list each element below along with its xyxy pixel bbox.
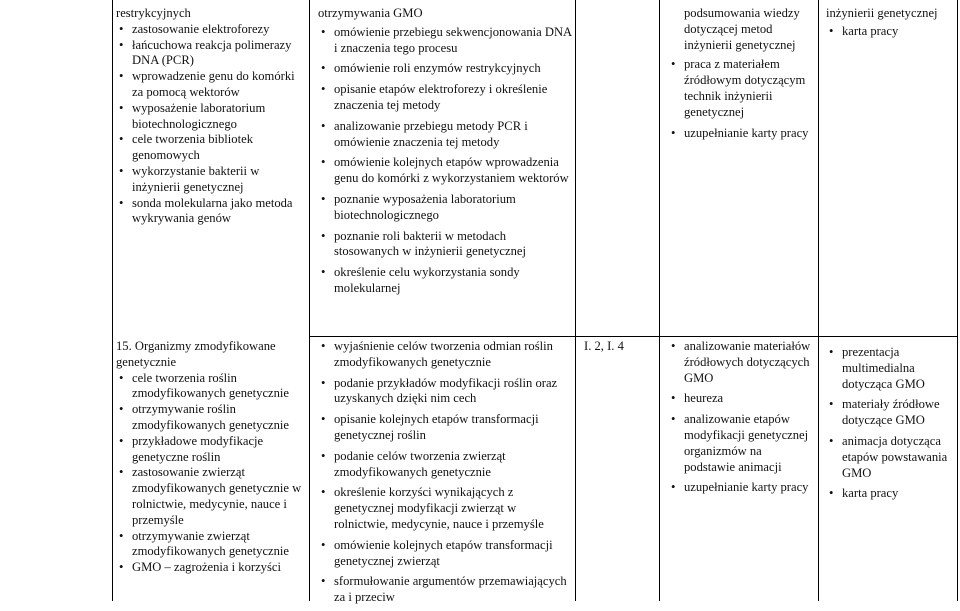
list-item: • omówienie kolejnych etapów wprowadzenia genu do komórki z wykorzystaniem wektorów bbox=[318, 155, 572, 187]
list-item: • praca z materiałem źródłowym dotyczącym technik inżynierii genetycznej bbox=[668, 57, 815, 120]
topic-list bbox=[116, 22, 306, 227]
table-border-right bbox=[957, 0, 958, 601]
list-item: • podanie przykładów modyfikacji roślin oraz uzyskanych dzięki nim cech bbox=[318, 376, 572, 408]
list-item: • prezentacja multimedialna dotycząca GMO bbox=[826, 345, 956, 392]
list-item: • cele tworzenia roślin zmodyfikowanych genetycznie bbox=[116, 371, 306, 403]
topic-list bbox=[116, 371, 306, 576]
topics-cell-top bbox=[116, 6, 306, 227]
list-item: • wyposażenie laboratorium biotechnologicznego bbox=[116, 101, 306, 133]
reference-cell bbox=[584, 339, 656, 355]
section-title: 15. Organizmy zmodyfikowane genetycznie bbox=[116, 339, 276, 369]
goal-list bbox=[318, 339, 572, 606]
list-item: • sonda molekularna jako metoda wykrywania genów bbox=[116, 196, 306, 228]
column-divider-1 bbox=[309, 0, 310, 601]
list-item: • karta pracy bbox=[826, 24, 956, 40]
aid-list bbox=[826, 24, 956, 40]
aids-cell-top bbox=[826, 6, 956, 40]
list-item: • zastosowanie elektroforezy bbox=[116, 22, 306, 38]
list-item: • wykorzystanie bakterii w inżynierii genetycznej bbox=[116, 164, 306, 196]
list-item: • wyjaśnienie celów tworzenia odmian roślin zmodyfikowanych genetycznie bbox=[318, 339, 572, 371]
methods-cell-bottom bbox=[668, 339, 815, 501]
list-item: • materiały źródłowe dotyczące GMO bbox=[826, 397, 956, 429]
curriculum-reference: I. 2, I. 4 bbox=[584, 339, 624, 353]
list-item: • określenie korzyści wynikających z genetycznej modyfikacji zwierząt w rolnictwie, medycynie, nauce i przemyśle bbox=[318, 485, 572, 532]
list-item: • analizowanie przebiegu metody PCR i omówienie znaczenia tej metody bbox=[318, 119, 572, 151]
column-divider-3 bbox=[659, 0, 660, 601]
list-item: • cele tworzenia bibliotek genomowych bbox=[116, 132, 306, 164]
goals-cell-bottom bbox=[318, 339, 572, 611]
list-item: • wprowadzenie genu do komórki za pomocą wektorów bbox=[116, 69, 306, 101]
methods-cell-top bbox=[668, 6, 815, 146]
goals-cell-top bbox=[318, 6, 572, 302]
topic-continuation: restrykcyjnych bbox=[116, 6, 191, 20]
list-item: • analizowanie etapów modyfikacji genetycznej organizmów na podstawie animacji bbox=[668, 412, 815, 475]
list-item: • podanie celów tworzenia zwierząt zmodyfikowanych genetycznie bbox=[318, 449, 572, 481]
method-list bbox=[668, 339, 815, 496]
list-item: • karta pracy bbox=[826, 486, 956, 502]
list-item: • analizowanie materiałów źródłowych dotyczących GMO bbox=[668, 339, 815, 386]
aid-list bbox=[826, 345, 956, 502]
list-item: • otrzymywanie zwierząt zmodyfikowanych genetycznie bbox=[116, 529, 306, 561]
topics-cell-section-15 bbox=[116, 339, 306, 576]
list-item: • omówienie roli enzymów restrykcyjnych bbox=[318, 61, 572, 77]
method-list bbox=[668, 57, 815, 141]
list-item: • poznanie wyposażenia laboratorium biotechnologicznego bbox=[318, 192, 572, 224]
list-item: • opisanie kolejnych etapów transformacji genetycznej roślin bbox=[318, 412, 572, 444]
list-item: • animacja dotycząca etapów powstawania GMO bbox=[826, 434, 956, 481]
list-item: • heureza bbox=[668, 391, 815, 407]
list-item: • przykładowe modyfikacje genetyczne roślin bbox=[116, 434, 306, 466]
aid-continuation: inżynierii genetycznej bbox=[826, 6, 938, 20]
aids-cell-bottom bbox=[826, 345, 956, 507]
column-divider-2 bbox=[575, 0, 576, 601]
goal-list bbox=[318, 25, 572, 297]
list-item: • poznanie roli bakterii w metodach stosowanych w inżynierii genetycznej bbox=[318, 229, 572, 261]
list-item: • sformułowanie argumentów przemawiających za i przeciw bbox=[318, 574, 572, 606]
list-item: • GMO – zagrożenia i korzyści bbox=[116, 560, 306, 576]
method-continuation: podsumowania wiedzy dotyczącej metod inżynierii genetycznej bbox=[684, 6, 800, 52]
column-divider-4 bbox=[818, 0, 819, 601]
row-divider bbox=[309, 336, 957, 337]
list-item: • łańcuchowa reakcja polimerazy DNA (PCR) bbox=[116, 38, 306, 70]
list-item: • określenie celu wykorzystania sondy molekularnej bbox=[318, 265, 572, 297]
list-item: • zastosowanie zwierząt zmodyfikowanych genetycznie w rolnictwie, medycynie, nauce i przemyśle bbox=[116, 465, 306, 528]
list-item: • opisanie etapów elektroforezy i określenie znaczenia tej metody bbox=[318, 82, 572, 114]
list-item: • omówienie przebiegu sekwencjonowania DNA i znaczenia tego procesu bbox=[318, 25, 572, 57]
list-item: • uzupełnianie karty pracy bbox=[668, 126, 815, 142]
list-item: • uzupełnianie karty pracy bbox=[668, 480, 815, 496]
list-item: • omówienie kolejnych etapów transformacji genetycznej zwierząt bbox=[318, 538, 572, 570]
table-border-left bbox=[112, 0, 113, 601]
goal-continuation: otrzymywania GMO bbox=[318, 6, 423, 20]
list-item: • otrzymywanie roślin zmodyfikowanych genetycznie bbox=[116, 402, 306, 434]
